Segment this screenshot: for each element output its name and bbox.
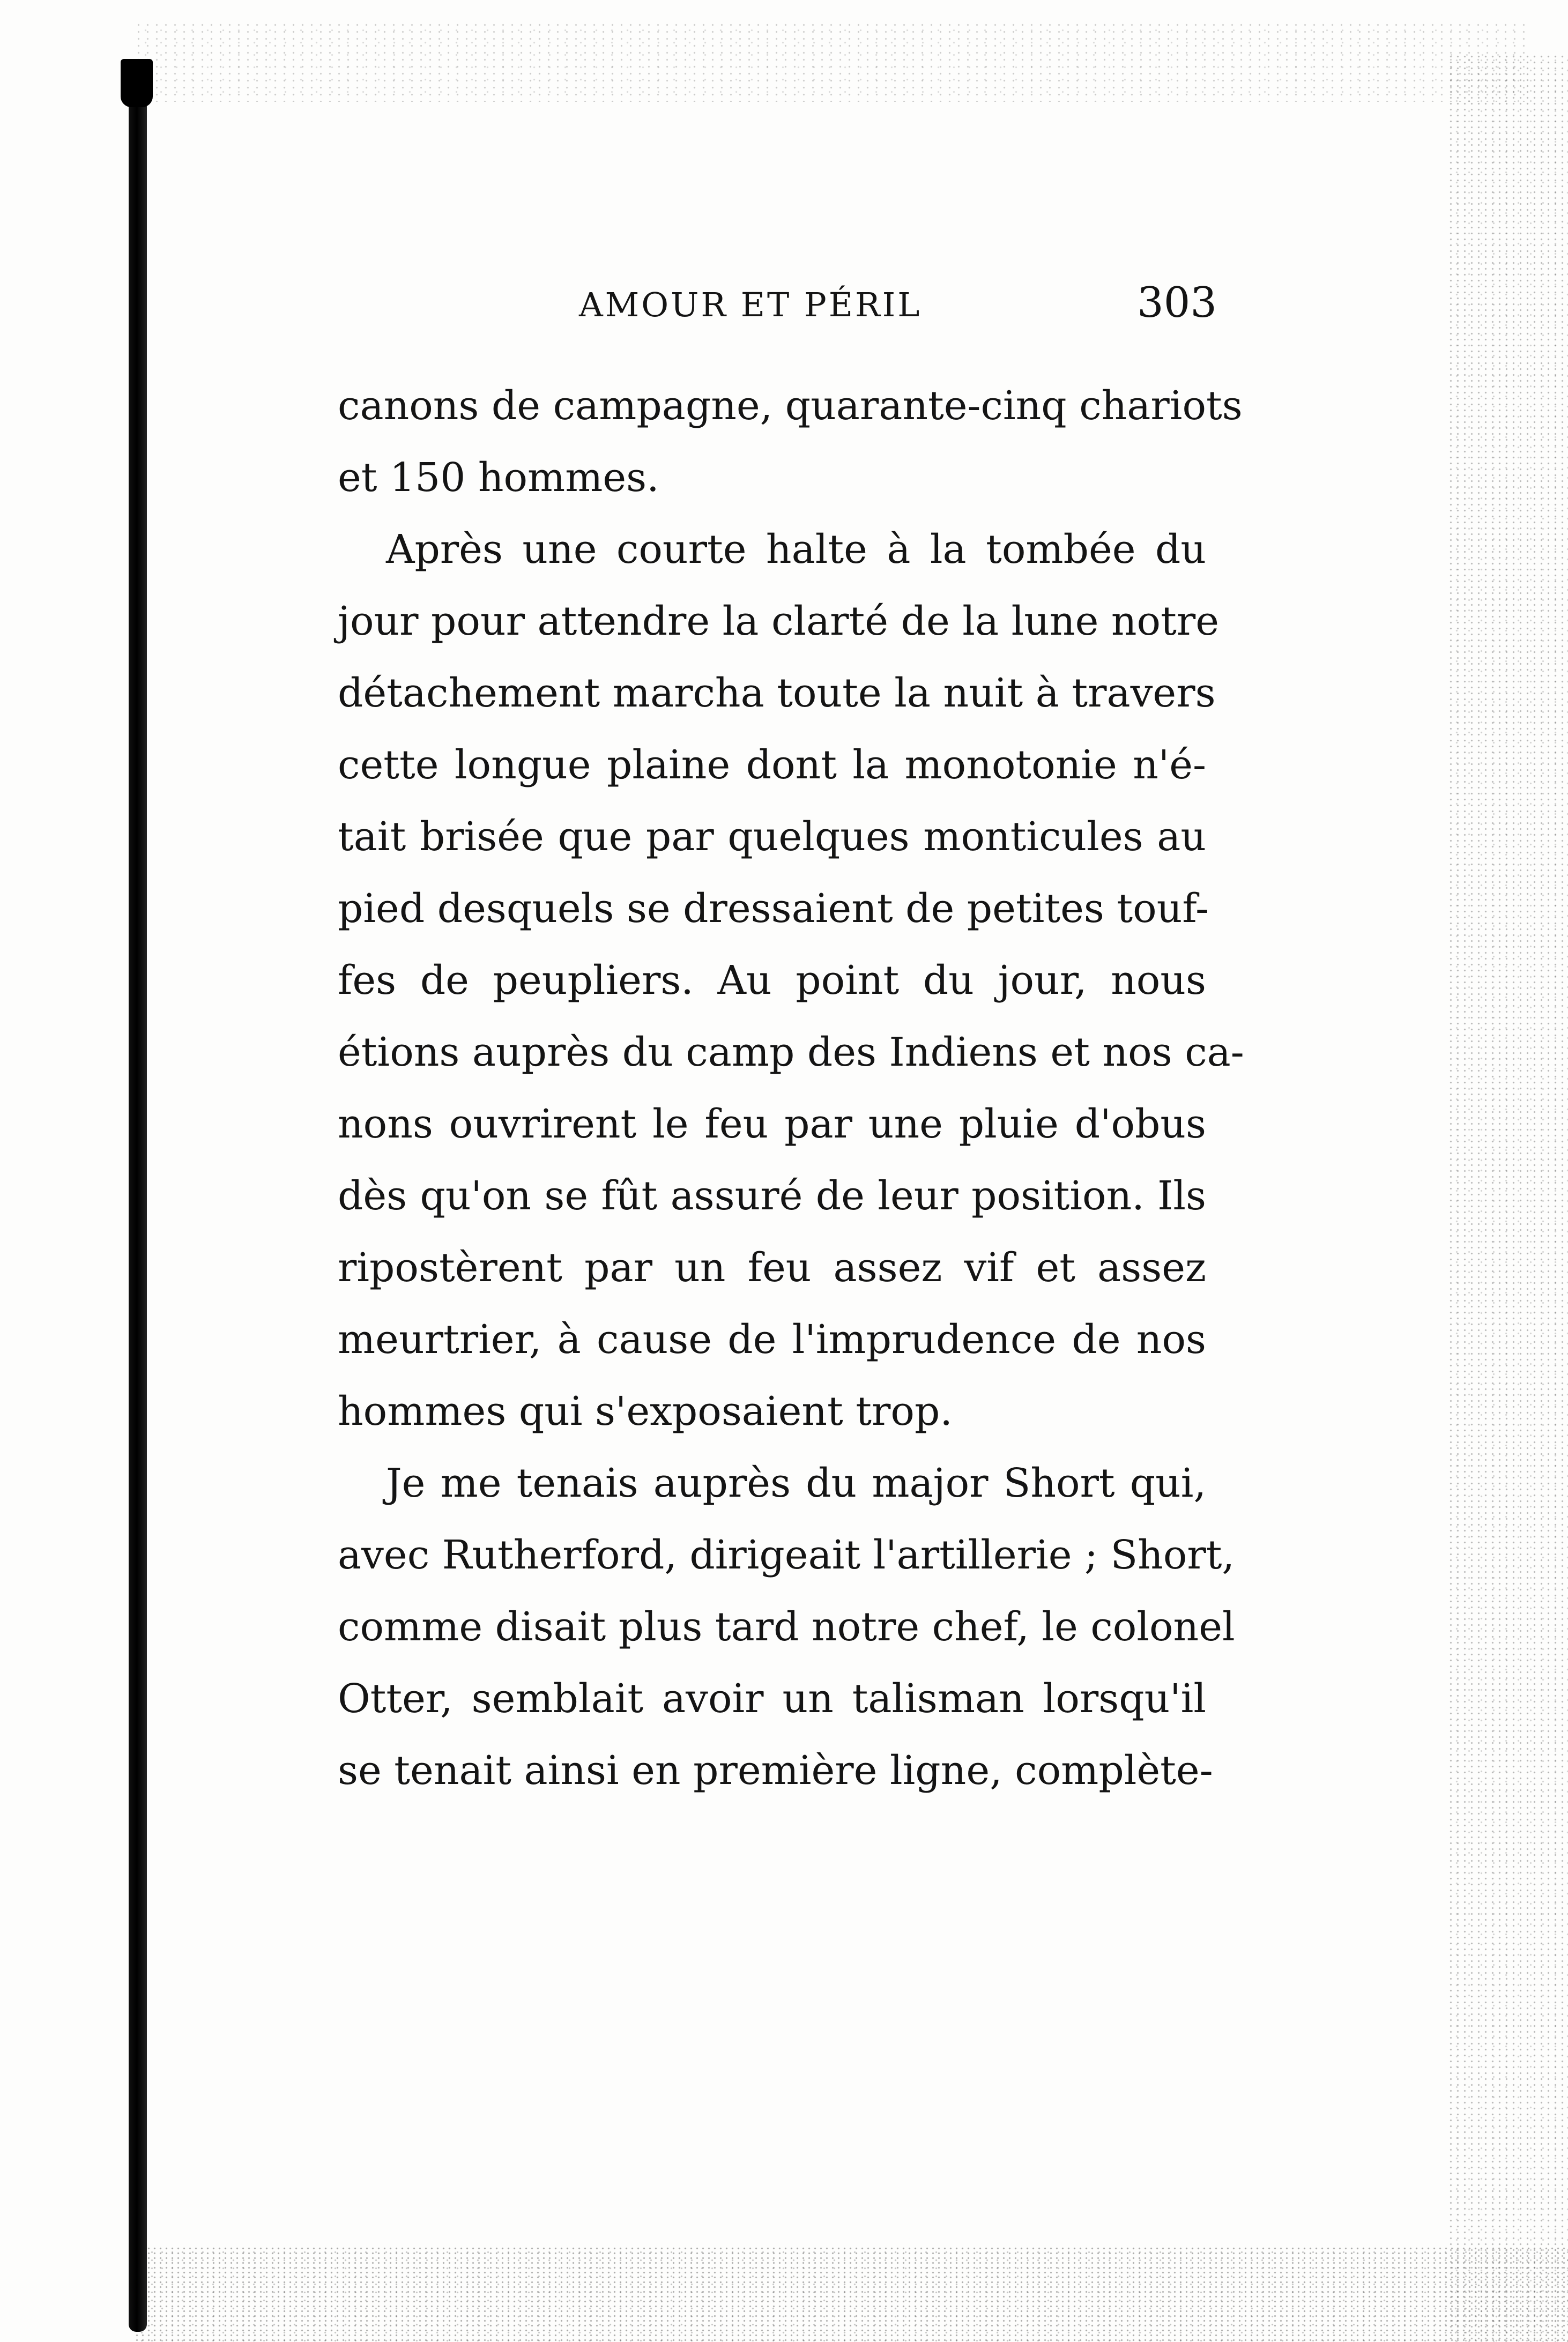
text-line: se tenait ainsi en première ligne, complète- bbox=[338, 1748, 1213, 1794]
text-line: dès qu'on se fût assuré de leur position. Ils bbox=[338, 1173, 1206, 1219]
text-line: étions auprès du camp des Indiens et nos ca- bbox=[338, 1029, 1244, 1075]
text-line: avec Rutherford, dirigeait l'artillerie ; Short, bbox=[338, 1532, 1235, 1578]
scan-speckle-bottom bbox=[134, 2246, 1568, 2342]
binding-spine-edge bbox=[129, 59, 147, 2332]
scan-speckle-top bbox=[134, 21, 1528, 102]
text-line: ripostèrent par un feu assez vif et assez bbox=[338, 1245, 1206, 1291]
text-line: Je me tenais auprès du major Short qui, bbox=[386, 1460, 1206, 1506]
text-line: détachement marcha toute la nuit à travers bbox=[338, 670, 1216, 716]
text-line: nons ouvrirent le feu par une pluie d'obus bbox=[338, 1101, 1206, 1147]
text-line: Otter, semblait avoir un talisman lorsqu'il bbox=[338, 1676, 1206, 1722]
text-line: tait brisée que par quelques monticules au bbox=[338, 814, 1206, 860]
text-line: et 150 hommes. bbox=[338, 455, 659, 501]
text-line: canons de campagne, quarante-cinq chariots bbox=[338, 383, 1243, 429]
body-text bbox=[338, 370, 1244, 1806]
text-line: pied desquels se dressaient de petites touf- bbox=[338, 886, 1209, 932]
running-head bbox=[579, 279, 1217, 332]
text-line: comme disait plus tard notre chef, le colonel bbox=[338, 1604, 1235, 1650]
text-line: Après une courte halte à la tombée du bbox=[386, 526, 1206, 573]
text-line: cette longue plaine dont la monotonie n'é- bbox=[338, 742, 1206, 788]
running-title: AMOUR ET PÉRIL bbox=[579, 285, 922, 324]
scan-speckle-right bbox=[1447, 54, 1568, 2342]
text-line: meurtrier, à cause de l'imprudence de nos bbox=[338, 1317, 1206, 1363]
text-line: hommes qui s'exposaient trop. bbox=[338, 1388, 953, 1434]
text-line: fes de peupliers. Au point du jour, nous bbox=[338, 957, 1206, 1003]
page-number: 303 bbox=[1137, 279, 1217, 327]
text-line: jour pour attendre la clarté de la lune notre bbox=[338, 598, 1220, 644]
binding-spine-top bbox=[121, 59, 153, 107]
